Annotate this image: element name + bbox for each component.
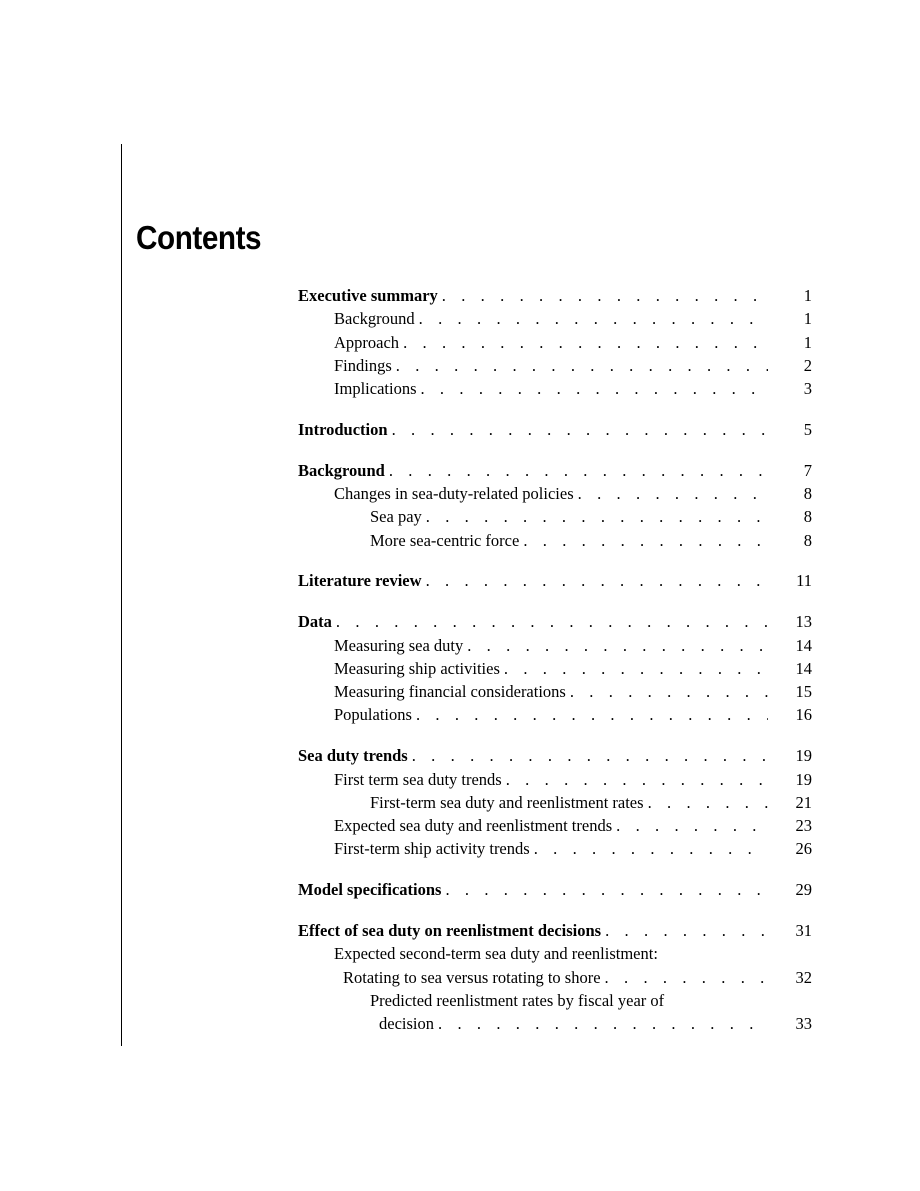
toc-entry-label: First term sea duty trends bbox=[334, 769, 502, 789]
toc-entry-page-number: 13 bbox=[795, 612, 812, 632]
toc-entry[interactable] bbox=[298, 377, 812, 400]
toc-entry[interactable] bbox=[298, 942, 812, 965]
toc-entry-label: Data bbox=[298, 612, 332, 632]
page-title: Contents bbox=[136, 219, 262, 256]
toc-entry[interactable] bbox=[298, 768, 812, 791]
toc-entry[interactable] bbox=[298, 505, 812, 528]
dot-leader bbox=[336, 610, 768, 633]
toc-entry-label: Literature review bbox=[298, 571, 422, 591]
toc-entry-label: Measuring sea duty bbox=[334, 635, 464, 655]
margin-rule bbox=[121, 144, 122, 1046]
toc-entry-label: Implications bbox=[334, 379, 417, 399]
toc-entry[interactable] bbox=[298, 837, 812, 860]
toc-entry-page-number: 21 bbox=[795, 792, 812, 812]
toc-entry-label: Expected sea duty and reenlistment trends bbox=[334, 816, 613, 836]
toc-group bbox=[298, 878, 812, 901]
toc-entry[interactable] bbox=[298, 634, 812, 657]
dot-leader bbox=[392, 418, 768, 441]
toc-entry[interactable] bbox=[298, 989, 812, 1012]
toc-entry-label: Populations bbox=[334, 705, 412, 725]
dot-leader bbox=[648, 791, 768, 814]
toc-entry[interactable] bbox=[298, 459, 812, 482]
toc-entry[interactable] bbox=[298, 1012, 812, 1035]
toc-entry-page-number: 3 bbox=[803, 379, 812, 399]
toc-entry[interactable] bbox=[298, 919, 812, 942]
toc-entry-label: Measuring ship activities bbox=[334, 658, 500, 678]
dot-leader bbox=[445, 878, 768, 901]
toc-entry-page-number: 15 bbox=[795, 682, 812, 702]
toc-entry[interactable] bbox=[298, 966, 812, 989]
toc-entry[interactable] bbox=[298, 354, 812, 377]
toc-entry-page-number: 26 bbox=[795, 839, 812, 859]
dot-leader bbox=[605, 919, 768, 942]
toc-group bbox=[298, 744, 812, 860]
dot-leader bbox=[438, 1012, 768, 1035]
toc-entry-page-number: 5 bbox=[803, 419, 812, 439]
dot-leader bbox=[442, 284, 768, 307]
dot-leader bbox=[419, 307, 768, 330]
toc-entry[interactable] bbox=[298, 307, 812, 330]
dot-leader bbox=[616, 814, 768, 837]
toc-entry-page-number: 31 bbox=[795, 921, 812, 941]
toc-entry-page-number: 2 bbox=[803, 355, 812, 375]
dot-leader bbox=[504, 657, 768, 680]
toc-entry-page-number: 8 bbox=[803, 507, 812, 527]
toc-entry-page-number: 1 bbox=[803, 286, 812, 305]
toc-group bbox=[298, 610, 812, 726]
dot-leader bbox=[426, 505, 768, 528]
toc-group bbox=[298, 418, 812, 441]
toc-entry-label: Expected second-term sea duty and reenlistment: bbox=[334, 944, 658, 964]
dot-leader bbox=[403, 331, 768, 354]
toc-entry-label: Background bbox=[298, 460, 385, 480]
toc-entry-label: Effect of sea duty on reenlistment decisions bbox=[298, 921, 602, 941]
toc-entry-page-number: 8 bbox=[803, 530, 812, 550]
dot-leader bbox=[420, 377, 768, 400]
dot-leader bbox=[534, 837, 768, 860]
dot-leader bbox=[426, 569, 768, 592]
toc-entry-page-number: 7 bbox=[803, 460, 812, 480]
toc-entry-label: Introduction bbox=[298, 419, 388, 439]
toc-group bbox=[298, 459, 812, 552]
toc-entry-page-number: 16 bbox=[795, 705, 812, 725]
toc-entry[interactable] bbox=[298, 703, 812, 726]
toc-entry-label: Rotating to sea versus rotating to shore bbox=[343, 967, 601, 987]
toc-entry-page-number: 23 bbox=[795, 816, 812, 836]
toc-entry[interactable] bbox=[298, 482, 812, 505]
toc-entry-page-number: 29 bbox=[795, 880, 812, 900]
dot-leader bbox=[467, 634, 768, 657]
dot-leader bbox=[412, 744, 768, 767]
toc-entry[interactable] bbox=[298, 569, 812, 592]
toc-entry-label: Measuring financial considerations bbox=[334, 682, 566, 702]
toc-entry-label: Model specifications bbox=[298, 880, 442, 900]
dot-leader bbox=[506, 768, 768, 791]
toc-entry-label: Background bbox=[334, 309, 415, 329]
toc-entry-label: Predicted reenlistment rates by fiscal year of bbox=[370, 990, 665, 1010]
toc-entry[interactable] bbox=[298, 791, 812, 814]
toc-entry[interactable] bbox=[298, 744, 812, 767]
toc-group bbox=[298, 569, 812, 592]
toc-entry[interactable] bbox=[298, 331, 812, 354]
toc-entry-page-number: 8 bbox=[803, 484, 812, 504]
toc-entry[interactable] bbox=[298, 418, 812, 441]
dot-leader bbox=[605, 966, 768, 989]
toc-entry-label: Sea pay bbox=[370, 507, 422, 527]
toc-entry-page-number: 11 bbox=[796, 571, 812, 591]
dot-leader bbox=[578, 482, 768, 505]
toc-entry-label: decision bbox=[379, 1014, 434, 1034]
dot-leader bbox=[416, 703, 768, 726]
toc-entry-page-number: 1 bbox=[803, 332, 812, 352]
dot-leader bbox=[523, 529, 768, 552]
toc-entry-page-number: 33 bbox=[795, 1014, 812, 1034]
toc-entry-label: Findings bbox=[334, 355, 392, 375]
toc-entry-label: First-term ship activity trends bbox=[334, 839, 530, 859]
dot-leader bbox=[396, 354, 768, 377]
toc-entry-page-number: 19 bbox=[795, 746, 812, 766]
toc-entry-label: Sea duty trends bbox=[298, 746, 408, 766]
toc-entry[interactable] bbox=[298, 284, 812, 307]
toc-entry-label: First-term sea duty and reenlistment rates bbox=[370, 792, 644, 812]
toc-entry-page-number: 1 bbox=[803, 309, 812, 329]
toc-entry-label: More sea-centric force bbox=[370, 530, 520, 550]
toc-entry[interactable] bbox=[298, 529, 812, 552]
toc-entry[interactable] bbox=[298, 680, 812, 703]
toc-entry[interactable] bbox=[298, 814, 812, 837]
toc-entry-page-number: 14 bbox=[795, 635, 812, 655]
table-of-contents bbox=[298, 284, 812, 1053]
toc-entry-label: Approach bbox=[334, 332, 400, 352]
toc-entry[interactable] bbox=[298, 657, 812, 680]
toc-entry-label: Changes in sea-duty-related policies bbox=[334, 484, 574, 504]
toc-entry-page-number: 32 bbox=[795, 967, 812, 987]
dot-leader bbox=[389, 459, 768, 482]
toc-entry-label: Executive summary bbox=[298, 286, 438, 305]
dot-leader bbox=[570, 680, 768, 703]
toc-group bbox=[298, 284, 812, 400]
toc-group bbox=[298, 919, 812, 1035]
toc-entry-page-number: 19 bbox=[795, 769, 812, 789]
toc-entry[interactable] bbox=[298, 878, 812, 901]
toc-entry-page-number: 14 bbox=[795, 658, 812, 678]
toc-entry[interactable] bbox=[298, 610, 812, 633]
